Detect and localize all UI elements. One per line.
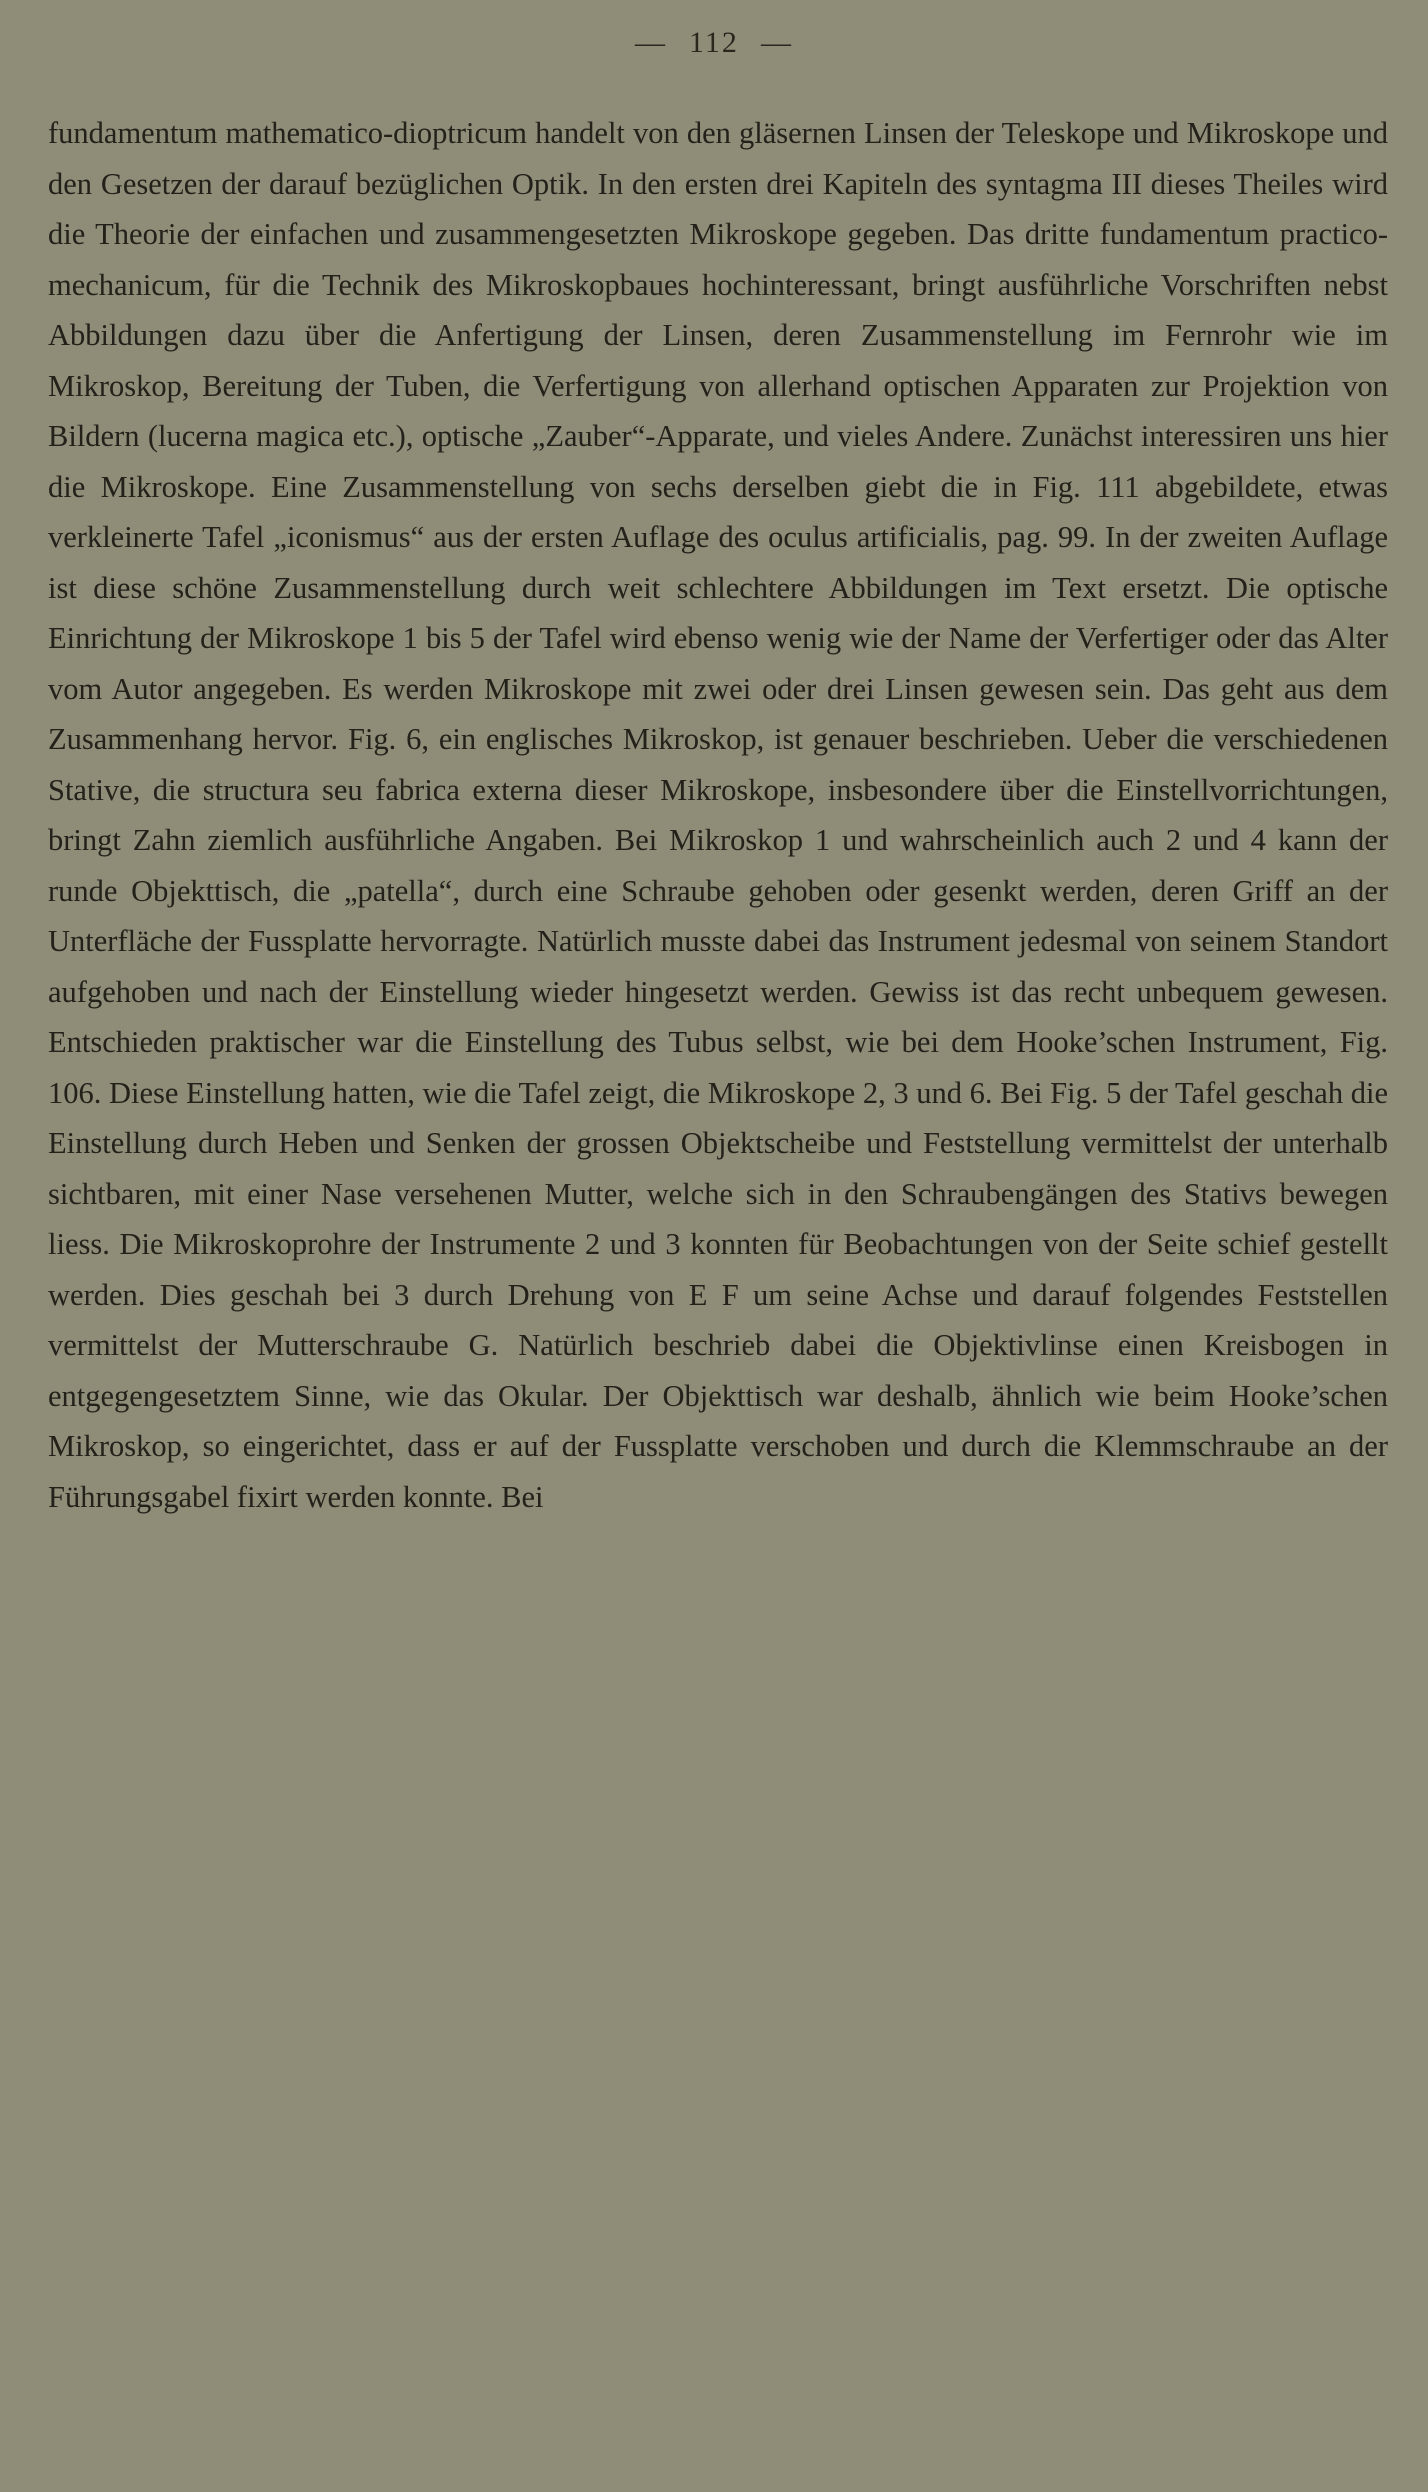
header-dash-left: — <box>635 26 668 59</box>
page-body-text <box>48 108 1388 1522</box>
header-dash-right: — <box>760 26 793 59</box>
page-number: 112 <box>689 26 739 59</box>
page-header <box>0 26 1428 60</box>
body-paragraph: fundamentum mathematico-dioptricum handelt von den gläsernen Linsen der Teleskope und Mikroskope und den Gesetzen der darauf bezüglichen Optik. In den ersten drei Kapiteln des syntagma III dieses Theiles wird die Theorie der einfachen und zusammengesetzten Mikroskope gegeben. Das dritte fundamentum practico-mechanicum, für die Technik des Mikroskopbaues hochinteressant, bringt ausführliche Vorschriften nebst Abbildungen dazu über die Anfertigung der Linsen, deren Zusammenstellung im Fernrohr wie im Mikroskop, Bereitung der Tuben, die Verfertigung von allerhand optischen Apparaten zur Projektion von Bildern (lucerna magica etc.), optische „Zauber“-Apparate, und vieles Andere. Zunächst interessiren uns hier die Mikroskope. Eine Zusammenstellung von sechs derselben giebt die in Fig. 111 abgebildete, etwas verkleinerte Tafel „iconismus“ aus der ersten Auflage des oculus artificialis, pag. 99. In der zweiten Auflage ist diese schöne Zusammenstellung durch weit schlechtere Abbildungen im Text ersetzt. Die optische Einrichtung der Mikroskope 1 bis 5 der Tafel wird ebenso wenig wie der Name der Verfertiger oder das Alter vom Autor angegeben. Es werden Mikroskope mit zwei oder drei Linsen gewesen sein. Das geht aus dem Zusammenhang hervor. Fig. 6, ein englisches Mikroskop, ist genauer beschrieben. Ueber die verschiedenen Stative, die structura seu fabrica externa dieser Mikroskope, insbesondere über die Einstellvorrichtungen, bringt Zahn ziemlich ausführliche Angaben. Bei Mikroskop 1 und wahrscheinlich auch 2 und 4 kann der runde Objekttisch, die „patella“, durch eine Schraube gehoben oder gesenkt werden, deren Griff an der Unterfläche der Fussplatte hervorragte. Natürlich musste dabei das Instrument jedesmal von seinem Standort aufgehoben und nach der Einstellung wieder hingesetzt werden. Gewiss ist das recht unbequem gewesen. Entschieden praktischer war die Einstellung des Tubus selbst, wie bei dem Hooke’schen Instrument, Fig. 106. Diese Einstellung hatten, wie die Tafel zeigt, die Mikroskope 2, 3 und 6. Bei Fig. 5 der Tafel geschah die Einstellung durch Heben und Senken der grossen Objektscheibe und Feststellung vermittelst der unterhalb sichtbaren, mit einer Nase versehenen Mutter, welche sich in den Schraubengängen des Stativs bewegen liess. Die Mikroskoprohre der Instrumente 2 und 3 konnten für Beobachtungen von der Seite schief gestellt werden. Dies geschah bei 3 durch Drehung von E F um seine Achse und darauf folgendes Feststellen vermittelst der Mutterschraube G. Natürlich beschrieb dabei die Objektivlinse einen Kreisbogen in entgegengesetztem Sinne, wie das Okular. Der Objekttisch war deshalb, ähnlich wie beim Hooke’schen Mikroskop, so eingerichtet, dass er auf der Fussplatte verschoben und durch die Klemmschraube an der Führungsgabel fixirt werden konnte. Bei <box>48 116 1388 1514</box>
